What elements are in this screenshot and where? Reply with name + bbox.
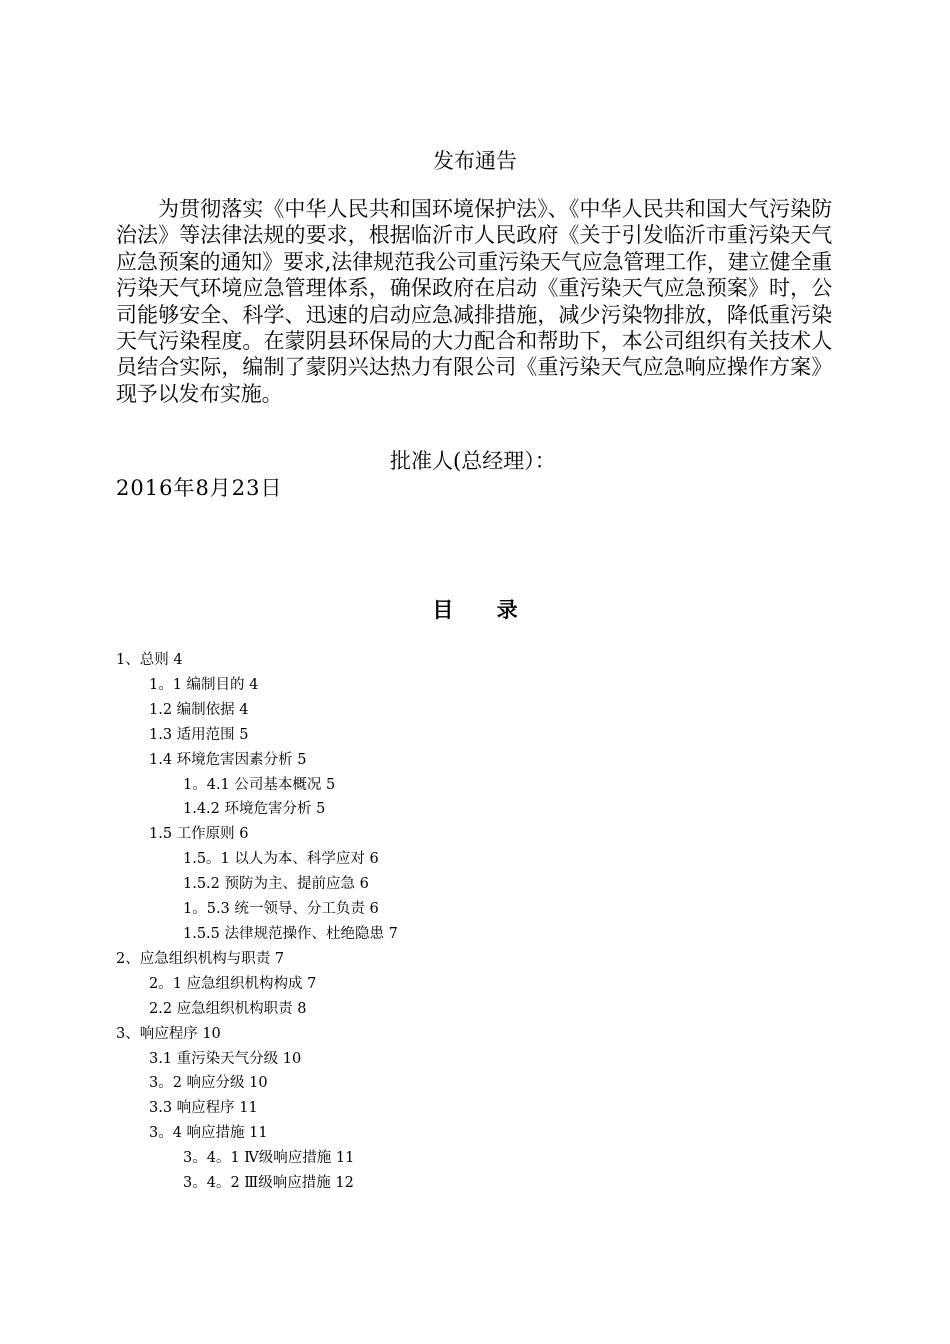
toc-entry: 2、应急组织机构与职责 7 xyxy=(116,950,285,967)
toc-entry: 1.4.2 环境危害分析 5 xyxy=(183,801,326,818)
toc-entry: 1.5。1 以人为本、科学应对 6 xyxy=(183,851,379,868)
toc-entry: 3.1 重污染天气分级 10 xyxy=(149,1050,302,1067)
toc-entry: 1。5.3 统一领导、分工负责 6 xyxy=(183,901,379,918)
notice-body: 为贯彻落实《中华人民共和国环境保护法》、《中华人民共和国大气污染防治法》等法律法规的要求，根据临沂市人民政府《关于引发临沂市重污染天气应急预案的通知》要求,法律规范我公司重污染天气应急管理工作，建立健全重污染天气环境应急管理体系，确保政府在启动《重污染天气应急预案》时，公司能够安全、科学、迅速的启动应急减排措施，减少污染物排放，降低重污染天气污染程度。在蒙阴县环保局的大力配合和帮助下，本公司组织有关技术人员结合实际，编制了蒙阴兴达热力有限公司《重污染天气应急响应操作方案》现予以发布实施。 xyxy=(116,197,832,406)
toc-entry: 3。4。2 Ⅲ级响应措施 12 xyxy=(183,1175,354,1192)
notice-title: 发布通告 xyxy=(433,149,517,173)
toc-entry: 3.3 响应程序 11 xyxy=(149,1100,258,1117)
notice-date: 2016年8月23日 xyxy=(116,476,283,500)
toc-entry: 1、总则 4 xyxy=(116,652,183,668)
approver-line: 批准人(总经理）： xyxy=(390,449,556,473)
toc-entry: 1.5.5 法律规范操作、杜绝隐患 7 xyxy=(183,925,398,942)
toc-entry: 3。2 响应分级 10 xyxy=(149,1075,268,1092)
toc-entry: 1.3 适用范围 5 xyxy=(149,726,249,743)
toc-entry: 1.5 工作原则 6 xyxy=(149,826,249,843)
table-of-contents xyxy=(116,648,398,1196)
toc-entry: 1。1 编制目的 4 xyxy=(149,676,259,693)
toc-entry: 2.2 应急组织机构职责 8 xyxy=(149,1000,307,1017)
toc-entry: 2。1 应急组织机构构成 7 xyxy=(149,975,317,992)
toc-entry: 1.5.2 预防为主、提前应急 6 xyxy=(183,876,369,893)
toc-entry: 3、响应程序 10 xyxy=(116,1025,221,1042)
toc-entry: 1。4.1 公司基本概况 5 xyxy=(183,776,336,793)
toc-title: 目 录 xyxy=(432,597,536,622)
toc-entry: 3。4。1 Ⅳ级响应措施 11 xyxy=(183,1150,355,1167)
toc-entry: 3。4 响应措施 11 xyxy=(149,1125,268,1142)
toc-entry: 1.2 编制依据 4 xyxy=(149,701,249,718)
toc-entry: 1.4 环境危害因素分析 5 xyxy=(149,751,307,768)
